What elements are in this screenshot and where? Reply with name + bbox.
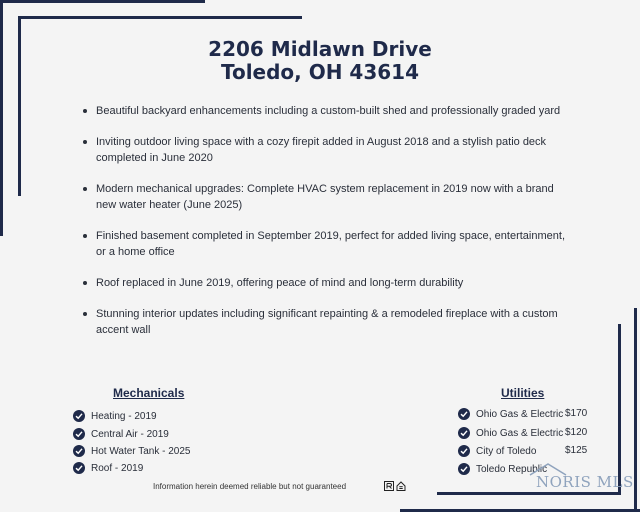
list-item: Inviting outdoor living space with a cozy firepit added in August 2018 and a stylish patio deck completed in June 2020 <box>80 134 575 166</box>
mechanical-label: Hot Water Tank - 2025 <box>91 445 191 457</box>
check-circle-icon <box>73 445 85 457</box>
frame-bar-top-right <box>20 16 302 19</box>
mechanical-item <box>73 426 169 442</box>
utility-item <box>458 443 536 459</box>
disclaimer: Information herein deemed reliable but not guaranteed <box>153 482 347 491</box>
mechanicals-heading: Mechanicals <box>113 386 185 400</box>
check-circle-icon <box>73 428 85 440</box>
list-item: Finished basement completed in September 2019, perfect for added living space, entertainment, or a home office <box>80 228 575 260</box>
frame-bar-bottom-right <box>437 492 621 495</box>
utility-item <box>458 406 563 422</box>
utility-name: Ohio Gas & Electric <box>476 427 564 439</box>
address-line2: Toledo, OH 43614 <box>220 60 420 84</box>
utility-name: Ohio Gas & Electric <box>476 408 564 420</box>
check-circle-icon <box>458 463 470 475</box>
utility-name: City of Toledo <box>476 445 537 457</box>
mechanical-item <box>73 408 157 424</box>
noris-mls-logo: NORIS MLS <box>536 473 634 491</box>
equal-housing-icon <box>396 481 406 491</box>
check-circle-icon <box>458 408 470 420</box>
mechanical-item <box>73 460 143 476</box>
utility-price: $170 <box>565 408 588 419</box>
mechanical-label: Roof - 2019 <box>91 462 144 474</box>
mechanical-label: Central Air - 2019 <box>91 428 169 440</box>
list-item: Beautiful backyard enhancements including a custom-built shed and professionally graded yard <box>80 103 575 119</box>
frame-bar-right-2 <box>618 324 621 492</box>
check-circle-icon <box>73 462 85 474</box>
check-circle-icon <box>458 445 470 457</box>
address-line1: 2206 Midlawn Drive <box>208 37 432 61</box>
check-circle-icon <box>73 410 85 422</box>
list-item: Modern mechanical upgrades: Complete HVAC system replacement in 2019 now with a brand new water heater (June 2025) <box>80 181 575 213</box>
utility-price: $125 <box>565 445 588 456</box>
utility-item <box>458 425 563 441</box>
realtor-icon <box>384 481 394 491</box>
utility-price: $120 <box>565 427 588 438</box>
page-title <box>0 38 640 84</box>
feature-list <box>80 103 575 353</box>
mechanical-label: Heating - 2019 <box>91 410 157 422</box>
check-circle-icon <box>458 427 470 439</box>
utility-name: Toledo Republic <box>476 463 548 475</box>
frame-bar-top-left <box>0 0 205 3</box>
frame-bar-right-1 <box>634 308 637 512</box>
list-item: Roof replaced in June 2019, offering peace of mind and long-term durability <box>80 275 575 291</box>
frame-bar-left-1 <box>0 0 3 236</box>
utilities-heading: Utilities <box>501 386 545 400</box>
list-item: Stunning interior updates including significant repainting & a remodeled fireplace with a custom accent wall <box>80 306 575 338</box>
mechanical-item <box>73 443 191 459</box>
